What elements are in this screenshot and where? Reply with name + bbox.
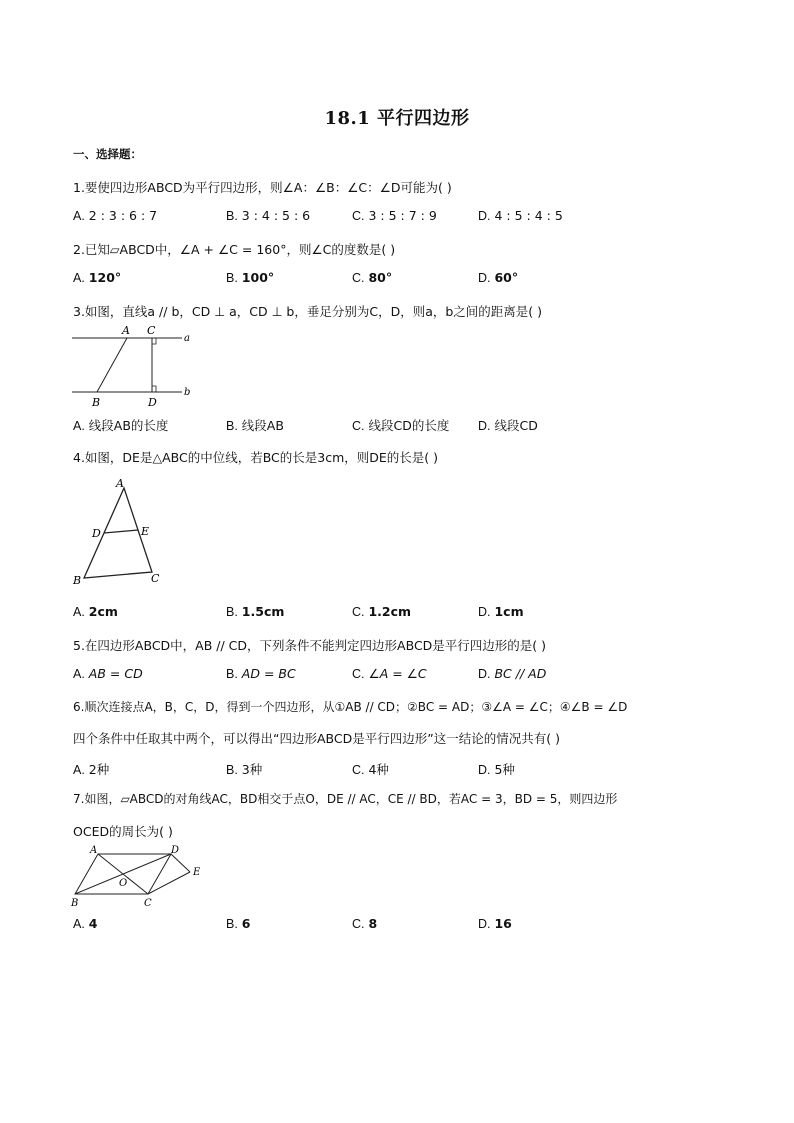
question-7-stem-continued: OCED的周长为( ) (73, 824, 173, 839)
question-5-options (73, 666, 733, 686)
label-a-point: A (116, 477, 124, 490)
figure-parallelogram-diagonals (68, 842, 218, 910)
label-o-point: O (119, 878, 128, 889)
question-5-option-b[interactable]: B. AD = BC (226, 666, 296, 681)
label-b-point: B (73, 574, 82, 587)
label-c-point: C (151, 572, 160, 585)
question-3-option-d[interactable]: D. 线段CD (478, 418, 538, 433)
question-2-option-b[interactable]: B. 100° (226, 270, 275, 285)
question-4-stem: 4.如图，DE是△ABC的中位线，若BC的长是3cm，则DE的长是( ) (73, 450, 439, 465)
question-1-option-a[interactable]: A. 2 : 3 : 6 : 7 (73, 208, 158, 223)
label-a-point: A (122, 324, 130, 337)
question-5-option-d[interactable]: D. BC // AD (478, 666, 547, 681)
section-heading: 一、选择题： (73, 147, 142, 161)
label-e-point: E (193, 867, 201, 878)
question-3-options (73, 416, 733, 436)
question-2-stem: 2.已知▱ABCD中，∠A + ∠C = 160°，则∠C的度数是( ) (73, 242, 396, 257)
segment-ab (97, 338, 127, 392)
question-7-options (73, 916, 733, 936)
question-2-option-d[interactable]: D. 60° (478, 270, 519, 285)
page-title: 18.1 平行四边形 (324, 108, 470, 129)
question-6-options (73, 760, 733, 780)
label-b-point: B (71, 898, 79, 909)
figure-triangle-midline (70, 474, 170, 590)
label-d-point: D (171, 845, 180, 856)
question-1-stem: 1.要使四边形ABCD为平行四边形，则∠A：∠B：∠C：∠D可能为( ) (73, 180, 452, 195)
question-2-options (73, 270, 733, 290)
question-2-option-c[interactable]: C. 80° (352, 270, 393, 285)
question-7-option-d[interactable]: D. 16 (478, 916, 512, 931)
label-line-b: b (184, 387, 191, 398)
question-4-option-b[interactable]: B. 1.5cm (226, 604, 285, 619)
label-b-point: B (92, 396, 101, 409)
question-3-option-c[interactable]: C. 线段CD的长度 (352, 418, 450, 433)
label-d-point: D (148, 396, 157, 409)
label-e-point: E (141, 525, 150, 538)
question-3-option-a[interactable]: A. 线段AB的长度 (73, 418, 169, 433)
question-6-option-a[interactable]: A. 2种 (73, 762, 110, 777)
question-4-options (73, 604, 733, 624)
question-6-option-b[interactable]: B. 3种 (226, 762, 263, 777)
question-6-stem-continued: 四个条件中任取其中两个，可以得出“四边形ABCD是平行四边形”这一结论的情况共有( ) (73, 731, 560, 746)
figure-parallel-lines (70, 322, 200, 410)
segment-de (104, 530, 138, 533)
question-6-option-c[interactable]: C. 4种 (352, 762, 389, 777)
question-1-option-c[interactable]: C. 3 : 5 : 7 : 9 (352, 208, 437, 223)
question-5-stem: 5.在四边形ABCD中，AB // CD，下列条件不能判定四边形ABCD是平行四边形的是( ) (73, 638, 547, 653)
question-3-stem: 3.如图，直线a // b，CD ⊥ a，CD ⊥ b，垂足分别为C，D，则a，b之间的距离是( ) (73, 304, 543, 319)
question-3-option-b[interactable]: B. 线段AB (226, 418, 284, 433)
label-d-point: D (92, 527, 101, 540)
label-c-point: C (144, 898, 152, 909)
question-5-option-c[interactable]: C. ∠A = ∠C (352, 666, 427, 681)
question-7-option-b[interactable]: B. 6 (226, 916, 251, 931)
right-angle-mark-d (152, 386, 156, 392)
question-7-option-a[interactable]: A. 4 (73, 916, 98, 931)
question-1-option-b[interactable]: B. 3 : 4 : 5 : 6 (226, 208, 311, 223)
label-line-a: a (184, 333, 190, 344)
right-angle-mark-c (152, 338, 156, 344)
question-1-option-d[interactable]: D. 4 : 5 : 4 : 5 (478, 208, 563, 223)
question-6-stem: 6.顺次连接点A，B，C，D，得到一个四边形，从①AB // CD；②BC = AD；③∠A = ∠C；④∠B = ∠D (73, 700, 628, 714)
label-a-point: A (90, 845, 98, 856)
question-4-option-d[interactable]: D. 1cm (478, 604, 524, 619)
label-c-point: C (147, 324, 156, 337)
question-5-option-a[interactable]: A. AB = CD (73, 666, 143, 681)
question-4-option-a[interactable]: A. 2cm (73, 604, 118, 619)
question-4-option-c[interactable]: C. 1.2cm (352, 604, 412, 619)
question-1-options (73, 208, 733, 228)
question-7-option-c[interactable]: C. 8 (352, 916, 378, 931)
question-2-option-a[interactable]: A. 120° (73, 270, 122, 285)
question-7-stem: 7.如图，▱ABCD的对角线AC，BD相交于点O，DE // AC，CE // BD，若AC = 3，BD = 5，则四边形 (73, 792, 618, 806)
question-6-option-d[interactable]: D. 5种 (478, 762, 515, 777)
segment-de (171, 854, 190, 872)
